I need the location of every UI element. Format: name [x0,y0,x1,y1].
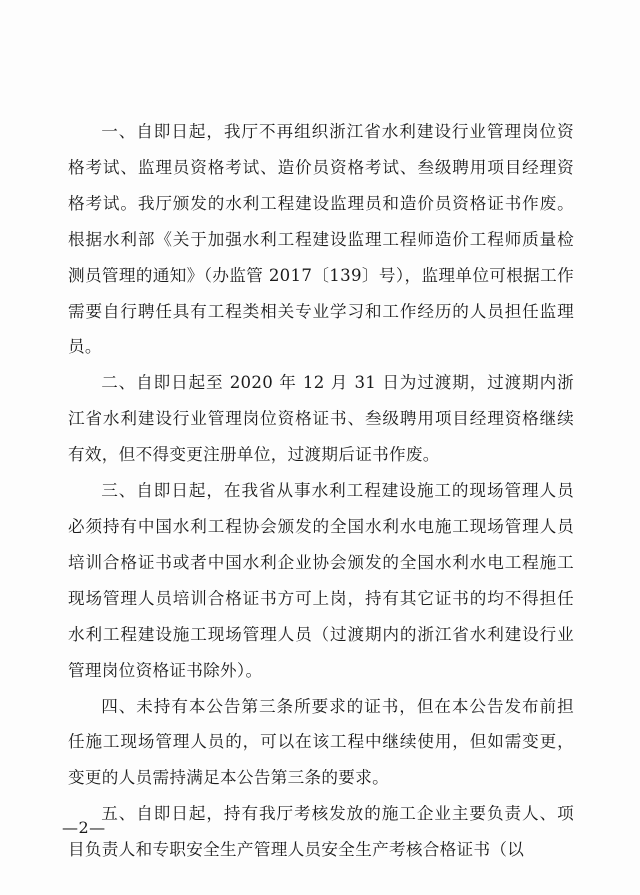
paragraph-1: 一、自即日起，我厅不再组织浙江省水利建设行业管理岗位资格考试、监理员资格考试、造价员资格考试、叁级聘用项目经理资格考试。我厅颁发的水利工程建设监理员和造价员资格证书作废。根据水利部《关于加强水利工程建设监理工程师造价工程师质量检测员管理的通知》（办监管 2017〔139〕号），监理单位可根据工作需要自行聘任具有工程类相关专业学习和工作经历的人员担任监理员。 [68,122,574,357]
page-number: —2— [62,818,106,837]
document-body [68,114,574,868]
paragraph-4: 四、未持有本公告第三条所要求的证书，但在本公告发布前担任施工现场管理人员的，可以在该工程中继续使用，但如需变更，变更的人员需持满足本公告第三条的要求。 [68,696,574,788]
paragraph-2: 二、自即日起至 2020 年 12 月 31 日为过渡期，过渡期内浙江省水利建设行业管理岗位资格证书、叁级聘用项目经理资格继续有效，但不得变更注册单位，过渡期后证书作废。 [68,373,574,465]
paragraph-5: 五、自即日起，持有我厅考核发放的施工企业主要负责人、项目负责人和专职安全生产管理人员安全生产考核合格证书（以 [68,804,574,860]
paragraph-3: 三、自即日起，在我省从事水利工程建设施工的现场管理人员必须持有中国水利工程协会颁发的全国水利水电施工现场管理人员培训合格证书或者中国水利企业协会颁发的全国水利水电工程施工现场管理人员培训合格证书方可上岗，持有其它证书的均不得担任水利工程建设施工现场管理人员（过渡期内的浙江省水利建设行业管理岗位资格证书除外）。 [68,481,574,680]
